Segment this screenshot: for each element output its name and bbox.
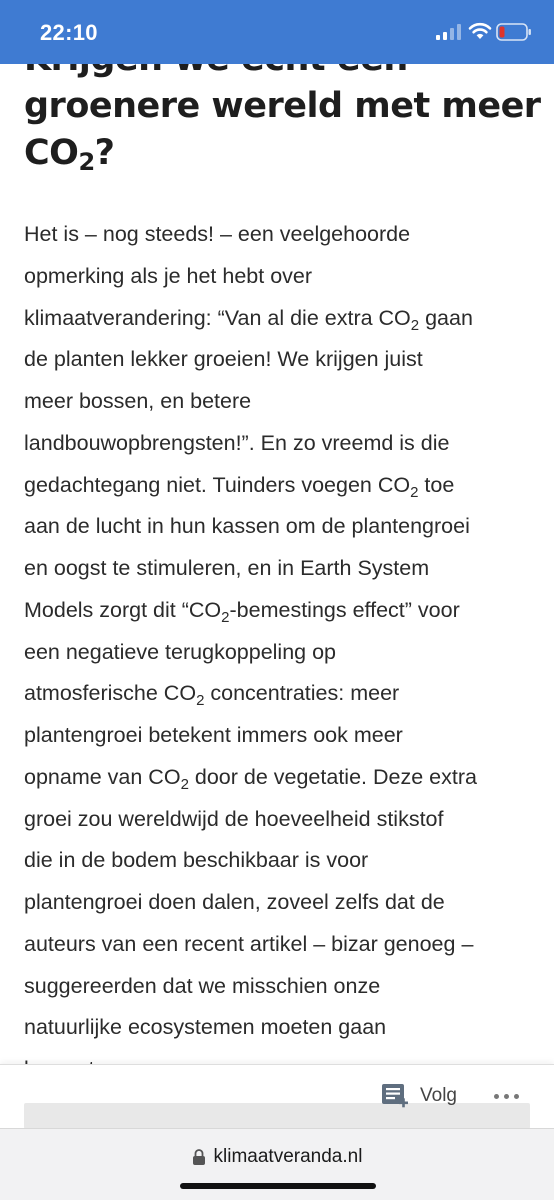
body-line: auteurs van een recent artikel – bizar genoeg – — [24, 931, 474, 956]
body-line: Het is – nog steeds! – een veelgehoorde — [24, 222, 411, 246]
body-text: toe — [418, 472, 455, 497]
body-line: en oogst te stimuleren, en in Earth System — [24, 556, 430, 580]
status-time: 22:10 — [40, 20, 98, 45]
body-line: landbouwopbrengsten!”. En zo vreemd is die — [24, 430, 450, 455]
body-line: een negatieve terugkoppeling op — [24, 639, 337, 664]
body-text: -bemestings effect” voor — [229, 597, 460, 622]
title-question-mark: ? — [94, 133, 115, 173]
body-text: gaan — [419, 305, 473, 330]
title-line: groenere wereld met meer — [24, 86, 541, 126]
battery-icon — [496, 22, 532, 42]
browser-address-bar — [0, 1128, 554, 1200]
title-co2: CO — [24, 133, 79, 173]
body-text: gedachtegang niet. Tuinders voegen CO — [24, 472, 411, 497]
url-text: klimaatveranda.nl — [213, 1146, 363, 1167]
wifi-icon — [468, 22, 492, 40]
body-line: meer bossen, en betere — [24, 389, 252, 413]
body-line — [24, 465, 536, 507]
body-line — [24, 590, 536, 632]
body-text: opname van CO — [24, 764, 181, 789]
reader-follow-icon — [380, 1081, 410, 1111]
url-field[interactable] — [0, 1143, 554, 1171]
co2-subscript: 2 — [180, 775, 189, 793]
body-text: concentraties: meer — [204, 681, 400, 706]
follow-button[interactable] — [380, 1079, 470, 1113]
more-dots-icon[interactable] — [484, 1079, 528, 1113]
dot — [514, 1094, 519, 1099]
body-line: de planten lekker groeien! We krijgen juist — [24, 347, 423, 372]
follow-label: Volg — [420, 1085, 457, 1106]
signal-icon — [436, 24, 462, 40]
co2-subscript: 2 — [410, 316, 420, 334]
body-line: plantengroei doen dalen, zoveel zelfs dat de — [24, 890, 445, 914]
body-text: atmosferische CO — [24, 681, 197, 706]
body-line — [24, 673, 536, 715]
body-text: Models zorgt dit “CO — [24, 597, 222, 622]
body-line: natuurlijke ecosystemen moeten gaan — [24, 1015, 387, 1040]
body-line: die in de bodem beschikbaar is voor — [24, 848, 369, 873]
body-line — [24, 298, 536, 340]
status-bar — [0, 0, 554, 64]
body-line: aan de lucht in hun kassen om de plantengroei — [24, 514, 470, 539]
body-line: groei zou wereldwijd de hoeveelheid stikstof — [24, 806, 444, 831]
dot — [504, 1094, 509, 1099]
body-line: suggereerden dat we misschien onze — [24, 973, 381, 998]
body-text: door de vegetatie. Deze extra — [188, 764, 477, 789]
co2-subscript: 2 — [196, 692, 205, 710]
article-body — [24, 214, 536, 1091]
follow-bar — [0, 1064, 554, 1128]
body-text: klimaatverandering: “Van al die extra CO — [24, 305, 411, 330]
co2-subscript: 2 — [410, 483, 419, 501]
body-line: opmerking als je het hebt over — [24, 263, 313, 288]
body-line: plantengroei betekent immers ook meer — [24, 723, 403, 747]
title-line — [24, 130, 544, 177]
lock-icon — [192, 1148, 206, 1166]
co2-subscript: 2 — [221, 608, 230, 626]
title-co2-subscript: 2 — [78, 148, 95, 176]
dot — [494, 1094, 499, 1099]
body-line — [24, 757, 536, 799]
home-indicator[interactable] — [180, 1183, 376, 1189]
